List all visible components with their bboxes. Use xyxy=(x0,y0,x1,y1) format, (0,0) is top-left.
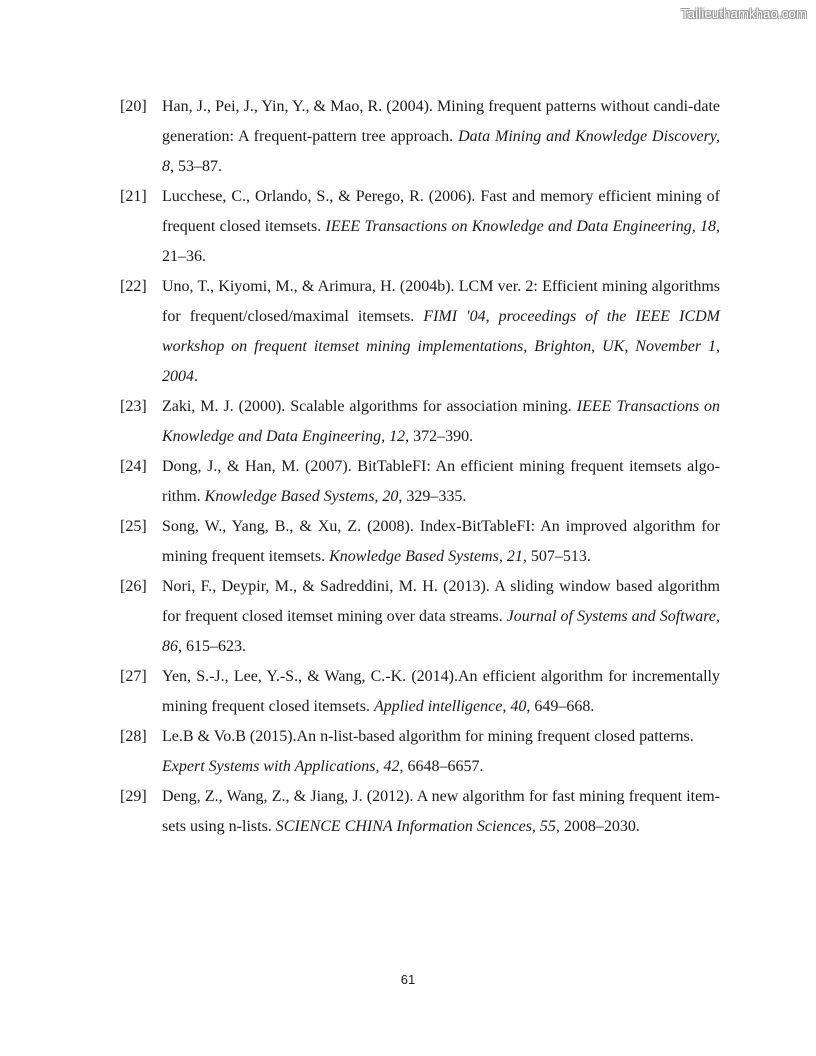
journal-title: IEEE Transactions on Knowledge and Data Engineering, 12 xyxy=(162,398,720,445)
journal-title: Knowledge Based Systems, 20 xyxy=(204,488,399,505)
reference-number: [23] xyxy=(120,398,147,415)
reference-25 xyxy=(120,512,720,572)
journal-title: Journal of Systems and Software, 86 xyxy=(162,608,721,655)
journal-title: SCIENCE CHINA Information Sciences, 55 xyxy=(275,818,556,835)
journal-title: Knowledge Based Systems, 21 xyxy=(329,548,523,565)
reference-number: [20] xyxy=(120,98,147,115)
reference-number: [26] xyxy=(120,578,147,595)
reference-text: Uno, T., Kiyomi, M., & Arimura, H. (2004b). LCM ver. 2: Efficient mining algorithms for frequent/closed/maximal itemsets. FIMI '04, proceedings of the IEEE ICDM workshop on frequent itemset mining implementations, Brighton, UK, November 1, 2004. xyxy=(162,278,720,385)
reference-number: [29] xyxy=(120,788,147,805)
reference-text: Song, W., Yang, B., & Xu, Z. (2008). Index-BitTableFI: An improved algorithm for mining frequent itemsets. Knowledge Based Systems, 21, 507–513. xyxy=(162,518,720,565)
journal-title: Expert Systems with Applications, 42 xyxy=(162,758,400,775)
journal-title: Applied intelligence, 40 xyxy=(373,698,527,715)
reference-text: Han, J., Pei, J., Yin, Y., & Mao, R. (2004). Mining frequent patterns without candi-date generation: A frequent-pattern tree approach. Data Mining and Knowledge Discovery, 8, 53–87. xyxy=(162,98,721,175)
reference-number: [25] xyxy=(120,518,147,535)
journal-title: FIMI '04, proceedings of the IEEE ICDM workshop on frequent itemset mining implementations, Brighton, UK, November 1, 2004 xyxy=(162,308,720,385)
journal-title: Data Mining and Knowledge Discovery, 8 xyxy=(162,128,721,175)
reference-26 xyxy=(120,572,720,662)
reference-28 xyxy=(120,722,720,782)
reference-27 xyxy=(120,662,720,722)
reference-number: [27] xyxy=(120,668,147,685)
reference-text: Zaki, M. J. (2000). Scalable algorithms for association mining. IEEE Transactions on Knowledge and Data Engineering, 12, 372–390. xyxy=(162,398,720,445)
reference-29 xyxy=(120,782,720,842)
reference-text: Deng, Z., Wang, Z., & Jiang, J. (2012). A new algorithm for fast mining frequent item-sets using n-lists. SCIENCE CHINA Information Sciences, 55, 2008–2030. xyxy=(162,788,720,835)
journal-title: IEEE Transactions on Knowledge and Data Engineering, 18 xyxy=(325,218,717,235)
watermark: Tailieuthamkhao.com xyxy=(681,6,807,21)
reference-text: Yen, S.-J., Lee, Y.-S., & Wang, C.-K. (2014).An efficient algorithm for incrementally mining frequent closed itemsets. Applied intelligence, 40, 649–668. xyxy=(162,668,720,715)
reference-number: [22] xyxy=(120,278,147,295)
reference-number: [28] xyxy=(120,728,147,745)
reference-text: Nori, F., Deypir, M., & Sadreddini, M. H. (2013). A sliding window based algorithm for frequent closed itemset mining over data streams. Journal of Systems and Software, 86, 615–623. xyxy=(162,578,721,655)
reference-21 xyxy=(120,182,720,272)
reference-text: Dong, J., & Han, M. (2007). BitTableFI: An efficient mining frequent itemsets algo-rithm. Knowledge Based Systems, 20, 329–335. xyxy=(162,458,720,505)
reference-number: [21] xyxy=(120,188,147,205)
reference-text: Le.B & Vo.B (2015).An n-list-based algorithm for mining frequent closed patterns. Expert Systems with Applications, 42, 6648–6657. xyxy=(162,728,694,775)
reference-list xyxy=(120,92,720,842)
reference-number: [24] xyxy=(120,458,147,475)
reference-22 xyxy=(120,272,720,392)
reference-23 xyxy=(120,392,720,452)
reference-20 xyxy=(120,92,720,182)
reference-text: Lucchese, C., Orlando, S., & Perego, R. (2006). Fast and memory efficient mining of frequent closed itemsets. IEEE Transactions on Knowledge and Data Engineering, 18, 21–36. xyxy=(162,188,721,265)
reference-24 xyxy=(120,452,720,512)
page-number: 61 xyxy=(400,972,416,987)
